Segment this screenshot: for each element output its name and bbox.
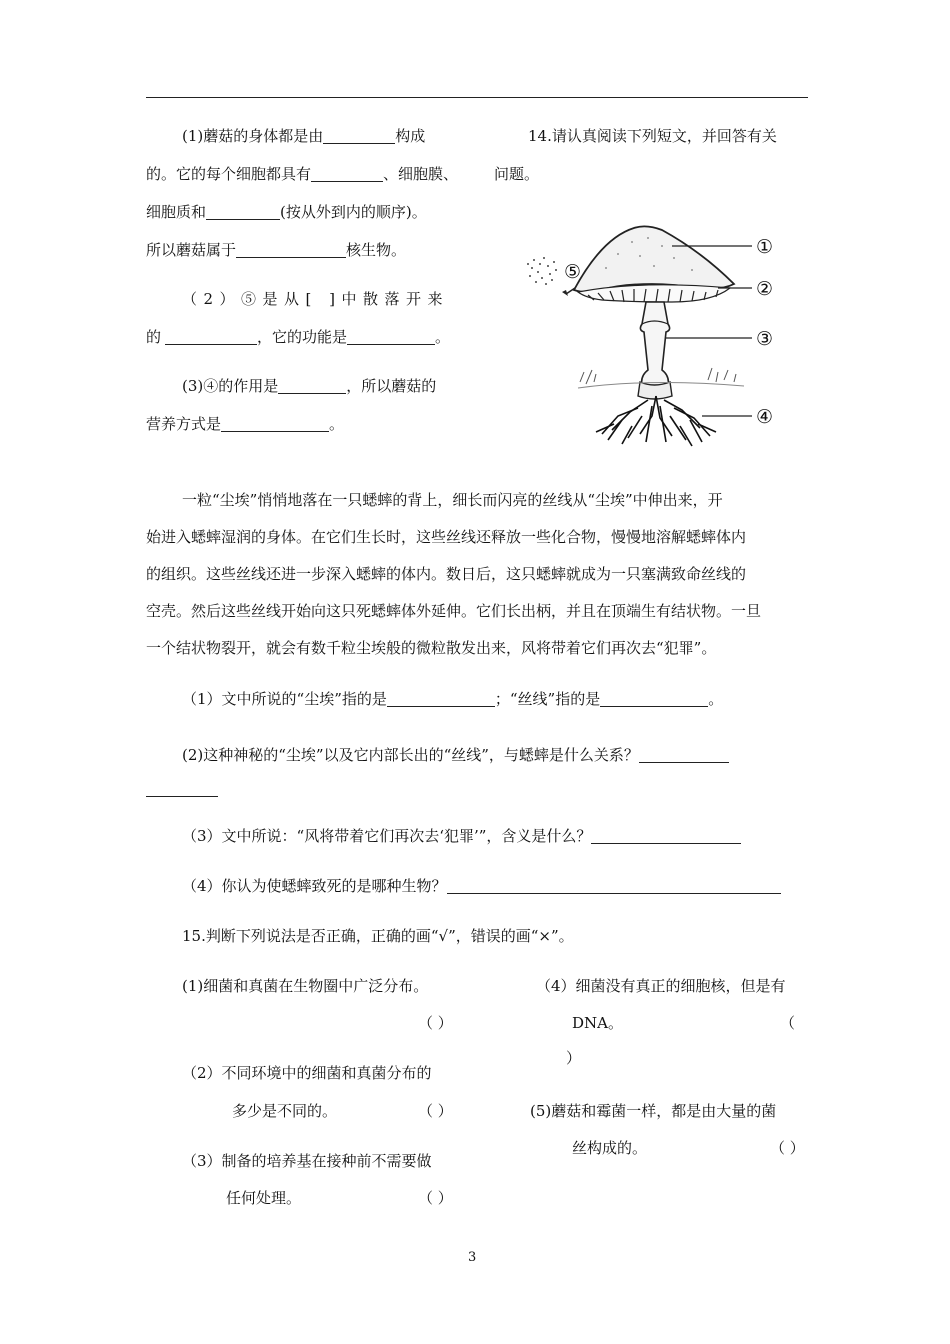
q14-subq2: (2)这种神秘的“尘埃”以及它内部长出的“丝线”，与蟋蟀是什么关系？ [182, 745, 729, 765]
answer-blank[interactable] [387, 690, 495, 707]
answer-blank[interactable] [221, 415, 329, 432]
answer-blank[interactable] [311, 165, 383, 182]
passage-line-5: 一个结状物裂开，就会有数千粒尘埃般的微粒散发出来，风将带着它们再次去“犯罪”。 [146, 639, 717, 657]
answer-blank[interactable] [591, 827, 741, 844]
page-number: 3 [468, 1250, 477, 1265]
spores [527, 257, 557, 285]
q14-subq4: （4）你认为使蟋蟀致死的是哪种生物？ [182, 876, 781, 896]
answer-blank[interactable] [639, 746, 729, 763]
q15-item4-answer-close[interactable]: ） [566, 1049, 582, 1067]
label-4: ④ [756, 406, 774, 428]
q15-item2-line1: （2）不同环境中的细菌和真菌分布的 [182, 1064, 432, 1082]
label-1: ① [756, 236, 774, 258]
q15-item4-line2: DNA。 [572, 1014, 623, 1032]
q14-subq3: （3）文中所说：“风将带着它们再次去‘犯罪’”，含义是什么？ [182, 826, 741, 846]
q14-heading-line2: 问题。 [494, 165, 540, 183]
answer-blank[interactable] [347, 328, 435, 345]
q13-part2-line2: 的 ，它的功能是 。 [146, 328, 451, 346]
answer-blank[interactable] [323, 127, 395, 144]
passage-line-1: 一粒“尘埃”悄悄地落在一只蟋蟀的背上，细长而闪亮的丝线从“尘埃”中伸出来，开 [182, 491, 723, 509]
label-5: ⑤ [564, 261, 582, 283]
answer-blank[interactable] [206, 203, 280, 220]
q15-item3-line2: 任何处理。 [226, 1189, 302, 1207]
q14-subq1: （1）文中所说的“尘埃”指的是 ；“丝线”指的是 。 [182, 690, 724, 708]
mushroom-mycelium [596, 396, 716, 446]
mushroom-stalk [638, 302, 672, 399]
mushroom-cap [574, 226, 734, 292]
q15-item5-answer[interactable]: （ ） [770, 1139, 805, 1157]
mushroom-diagram [522, 220, 784, 452]
label-2: ② [756, 278, 774, 300]
answer-blank[interactable] [278, 377, 346, 394]
q15-item1-answer[interactable]: （ ） [418, 1014, 453, 1032]
q15-item5-line2: 丝构成的。 [572, 1139, 648, 1157]
q15-item3-answer[interactable]: （ ） [418, 1189, 453, 1207]
answer-blank[interactable] [146, 780, 218, 797]
answer-blank[interactable] [236, 241, 346, 258]
q15-item4-answer-open[interactable]: （ [780, 1014, 796, 1032]
q15-item1-text: (1)细菌和真菌在生物圈中广泛分布。 [182, 977, 429, 995]
answer-blank[interactable] [447, 877, 781, 894]
passage-line-3: 的组织。这些丝线还进一步深入蟋蟀的体内。数日后，这只蟋蟀就成为一只塞满致命丝线的 [146, 565, 747, 583]
q13-part2-line1: （2）⑤是从[ ]中散落开来 [182, 290, 450, 308]
label-3: ③ [756, 328, 774, 350]
q14-heading-line1: 14.请认真阅读下列短文，并回答有关 [528, 127, 777, 145]
q13-part3-line2: 营养方式是 。 [146, 415, 345, 433]
q15-heading: 15.判断下列说法是否正确，正确的画“√”，错误的画“×”。 [182, 927, 574, 945]
q15-item2-line2: 多少是不同的。 [232, 1102, 338, 1120]
header-rule [146, 97, 808, 98]
passage-line-4: 空壳。然后这些丝线开始向这只死蟋蟀体外延伸。它们长出柄，并且在顶端生有结状物。一旦 [146, 602, 762, 620]
q13-part1-line4: 所以蘑菇属于 核生物。 [146, 241, 407, 259]
q13-part3-line1: (3)④的作用是 ，所以蘑菇的 [182, 377, 437, 395]
answer-blank[interactable] [600, 690, 708, 707]
q15-item3-line1: （3）制备的培养基在接种前不需要做 [182, 1152, 432, 1170]
q15-item5-line1: (5)蘑菇和霉菌一样，都是由大量的菌 [530, 1102, 777, 1120]
answer-blank[interactable] [165, 328, 257, 345]
passage-line-2: 始进入蟋蟀湿润的身体。在它们生长时，这些丝线还释放一些化合物，慢慢地溶解蟋蟀体内 [146, 528, 747, 546]
q15-item2-answer[interactable]: （ ） [418, 1102, 453, 1120]
q13-part1-line1: (1)蘑菇的身体都是由 构成 [182, 127, 426, 145]
q13-part1-line2: 的。它的每个细胞都具有 、细胞膜、 [146, 165, 459, 183]
q13-part1-line3: 细胞质和 (按从外到内的顺序)。 [146, 203, 427, 221]
q15-item4-line1: （4）细菌没有真正的细胞核，但是有 [536, 977, 786, 995]
